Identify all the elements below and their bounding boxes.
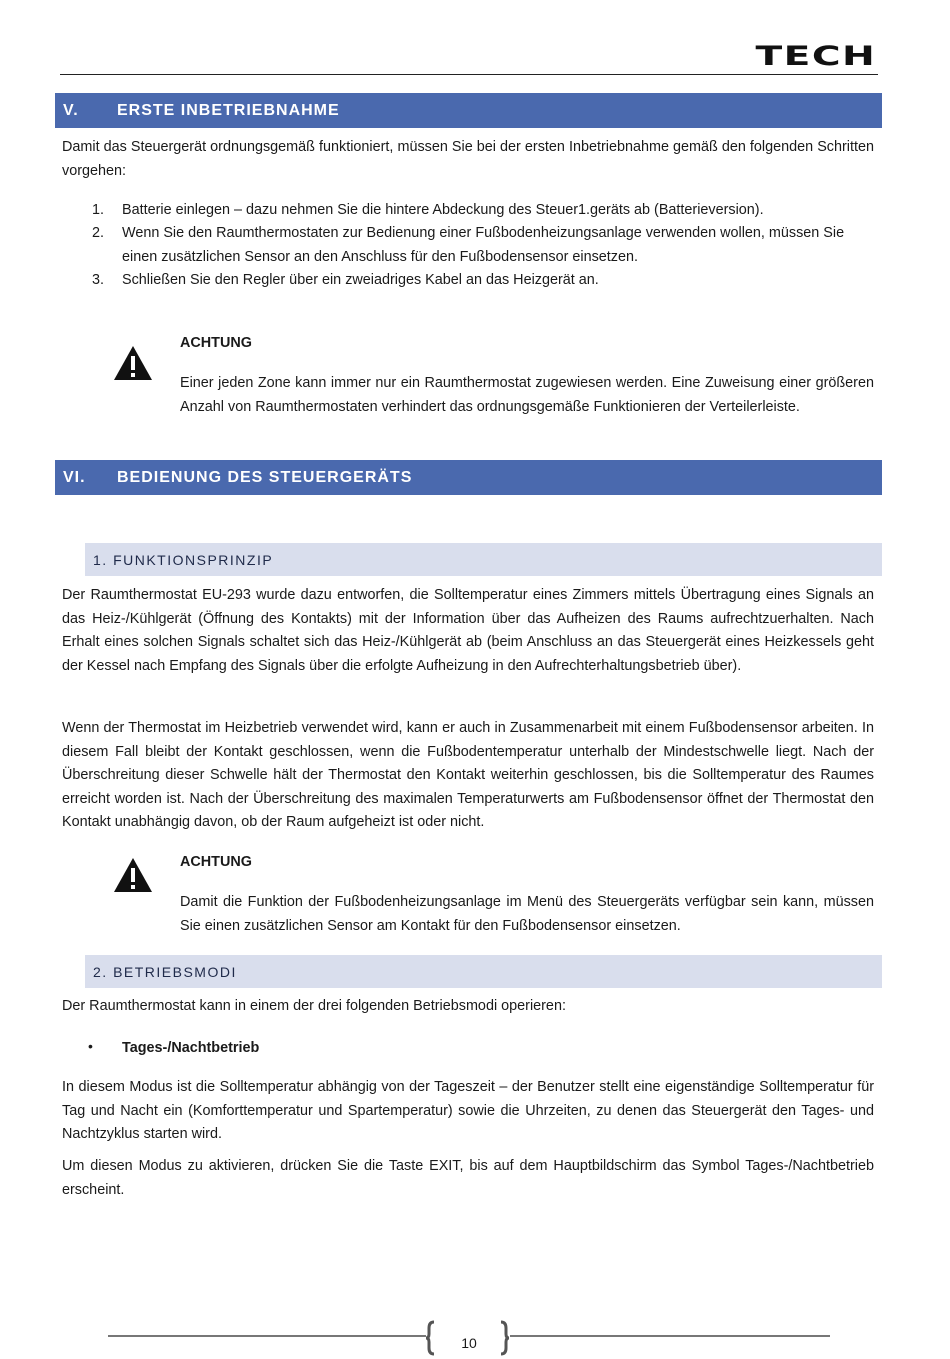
warning-text: Einer jeden Zone kann immer nur ein Raumthermostat zugewiesen werden. Eine Zuweisung einer größeren Anzahl von Raumthermostaten verhindert das ordnungsgemäße Funktionieren der Verteilerleiste. <box>180 375 874 415</box>
footer-rule-left <box>108 1335 426 1337</box>
footer-rule-right <box>510 1335 830 1337</box>
warning-title: ACHTUNG <box>180 854 252 870</box>
section-title: ERSTE INBETRIEBNAHME <box>117 101 340 119</box>
paragraph: Der Raumthermostat kann in einem der drei folgenden Betriebsmodi operieren: <box>62 998 566 1014</box>
header-divider <box>60 74 878 75</box>
list-number: 1. <box>92 202 105 218</box>
section-number: V. <box>63 101 79 119</box>
warning-icon <box>113 857 153 893</box>
list-text: Wenn Sie den Raumthermostaten zur Bedienung einer Fußbodenheizungsanlage verwenden wollen, müssen Sie einen zusätzlichen Sensor an den Anschluss für den Fußbodensensor einsetzen. <box>122 225 845 265</box>
section-title: BEDIENUNG DES STEUERGERÄTS <box>117 468 413 486</box>
page-number: 10 <box>461 1335 477 1351</box>
warning-title: ACHTUNG <box>180 335 252 351</box>
section-intro: Damit das Steuergerät ordnungsgemäß funktioniert, müssen Sie bei der ersten Inbetriebnahme gemäß den folgenden Schritten vorgehen: <box>62 139 874 179</box>
list-item <box>62 269 874 293</box>
bullet-item <box>62 1037 874 1061</box>
subsection-heading: 1. FUNKTIONSPRINZIP <box>85 543 882 576</box>
list-number: 3. <box>92 272 105 288</box>
list-text: Schließen Sie den Regler über ein zweiadriges Kabel an das Heizgerät an. <box>122 272 599 288</box>
bullet-marker: • <box>88 1038 93 1054</box>
section-heading-v <box>55 93 882 128</box>
paragraph: Wenn der Thermostat im Heizbetrieb verwendet wird, kann er auch in Zusammenarbeit mit einem Fußbodensensor arbeiten. In diesem Fall bleibt der Kontakt geschlossen, wenn die Fußbodentemperatur unterhalb der Mindestschwelle liegt. Nach der Überschreitung dieser Schwelle hält der Thermostat den Kontakt weiterhin geschlossen, bis die Solltemperatur des Raumes erreicht worden ist. Nach der Überschreitung des maximalen Temperaturwerts am Fußbodensensor öffnet der Thermostat den Kontakt unabhängig davon, ob der Raum aufgeheizt ist oder nicht. <box>62 720 874 830</box>
subsection-heading: 2. BETRIEBSMODI <box>85 955 882 988</box>
paragraph: In diesem Modus ist die Solltemperatur abhängig von der Tageszeit – der Benutzer stellt eine eigenständige Solltemperatur für Tag und Nacht ein (Komforttemperatur und Spartemperatur) sowie die Uhrzeiten, zu denen das Steuergerät den Tages- und Nachtzyklus starten wird. <box>62 1079 874 1142</box>
paragraph: Der Raumthermostat EU-293 wurde dazu entworfen, die Solltemperatur eines Zimmers mittels Übertragung eines Signals an das Heiz-/Kühlgerät (Öffnung des Kontakts) mit der Information über das Aufheizen des Raums aufrechtzuerhalten. Nach Erhalt eines solchen Signals schaltet sich das Heiz-/Kühlgerät ab (beim Anschluss an das Steuergerät eines Heizkessels geht der Kessel nach Empfang des Signals über die erfolgte Aufheizung in den Aufrechterhaltungsbetrieb über). <box>62 587 874 674</box>
bracket-right-icon <box>499 1320 511 1356</box>
bullet-text: Tages-/Nachtbetrieb <box>122 1040 260 1056</box>
list-number: 2. <box>92 225 105 241</box>
warning-icon <box>113 345 153 381</box>
brand-logo: TECH <box>755 41 876 72</box>
warning-text: Damit die Funktion der Fußbodenheizungsanlage im Menü des Steuergeräts verfügbar sein kann, müssen Sie einen zusätzlichen Sensor am Kontakt für den Fußbodensensor einsetzen. <box>180 894 874 934</box>
bracket-left-icon <box>424 1320 436 1356</box>
list-text: Batterie einlegen – dazu nehmen Sie die hintere Abdeckung des Steuer1.geräts ab (Batterieversion). <box>122 202 764 218</box>
section-heading-vi <box>55 460 882 495</box>
list-item <box>62 199 874 223</box>
paragraph: Um diesen Modus zu aktivieren, drücken Sie die Taste EXIT, bis auf dem Hauptbildschirm das Symbol Tages-/Nachtbetrieb erscheint. <box>62 1158 874 1198</box>
list-item <box>62 222 874 269</box>
section-number: VI. <box>63 468 86 486</box>
